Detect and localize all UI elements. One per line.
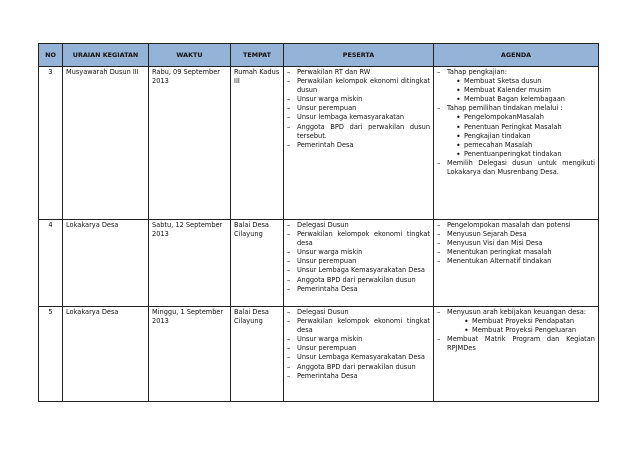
agenda-item [437,308,595,335]
agenda-item: – Membuat Matrik Program dan Kegiatan RPJMDes [437,335,595,353]
peserta-item: – Unsur Lembaga Kemasyarakatan Desa [287,266,430,275]
kegiatan-table [38,43,599,402]
header-peserta: PESERTA [284,44,434,67]
table-row [39,67,599,220]
row-kegiatan: Lokakarya Desa [63,220,149,307]
document-page [38,43,598,402]
agenda-subitem: • Membuat Bagan kelembagaan [455,95,595,104]
header-uraian: URAIAN KEGIATAN [63,44,149,67]
agenda-subitem: • Membuat Proyeksi Pendapatan [463,317,595,326]
row-peserta [284,67,434,220]
agenda-item: – Menentukan Alternatif tindakan [437,257,595,266]
agenda-subitem: • pemecahan Masalah [455,141,595,150]
peserta-item: – Unsur warga miskin [287,248,430,257]
agenda-heading: Menyusun arah kebijakan keuangan desa: [447,308,586,316]
agenda-item: – Menyusun Visi dan Misi Desa [437,239,595,248]
peserta-item: – Anggota BPD dari perwakilan dusun [287,276,430,285]
agenda-item [437,104,595,159]
agenda-subitem: • Pengkajian tindakan [455,132,595,141]
agenda-item: – Menyusun Sejarah Desa [437,230,595,239]
row-kegiatan: Lokakarya Desa [63,307,149,402]
row-waktu: Minggu, 1 September 2013 [149,307,231,402]
peserta-item: – Unsur lembaga kemasyarakatan [287,113,430,122]
row-peserta [284,307,434,402]
agenda-item [437,68,595,104]
row-kegiatan: Musyawarah Dusun III [63,67,149,220]
agenda-subitem: • Penentuan Peringkat Masalah [455,123,595,132]
agenda-subitem: • Membuat Proyeksi Pengeluaran [463,326,595,335]
header-tempat: TEMPAT [231,44,284,67]
agenda-item: – Pengelompokan masalah dan potensi [437,221,595,230]
header-waktu: WAKTU [149,44,231,67]
table-row [39,307,599,402]
row-agenda [434,220,599,307]
header-no: NO [39,44,63,67]
row-tempat: Balai Desa Cilayung [231,307,284,402]
peserta-item: – Delegasi Dusun [287,308,430,317]
agenda-subitem: • PengelompokanMasalah [455,113,595,122]
row-tempat: Balai Desa Cilayung [231,220,284,307]
peserta-item: – Anggota BPD dari perwakilan dusun tersebut. [287,123,430,141]
agenda-item: – Menentukan peringkat masalah [437,248,595,257]
row-agenda [434,67,599,220]
peserta-item: – Perwakilan kelompok ekonomi tingkat desa [287,317,430,335]
agenda-heading: Tahap pengkajian: [447,68,507,76]
header-agenda: AGENDA [434,44,599,67]
agenda-item: – Memilih Delegasi dusun untuk mengikuti Lokakarya dan Musrenbang Desa. [437,159,595,177]
peserta-item: – Unsur Lembaga Kemasyarakatan Desa [287,353,430,362]
row-waktu: Rabu, 09 September 2013 [149,67,231,220]
row-tempat: Rumah Kadus III [231,67,284,220]
row-waktu: Sabtu, 12 September 2013 [149,220,231,307]
peserta-item: – Unsur perempuan [287,104,430,113]
peserta-item: – Unsur warga miskin [287,95,430,104]
peserta-item: – Perwakilan RT dan RW [287,68,430,77]
table-header-row [39,44,599,67]
agenda-subitem: • Membuat Sketsa dusun [455,77,595,86]
peserta-item: – Unsur perempuan [287,344,430,353]
row-number: 5 [39,307,63,402]
agenda-subitem: • Membuat Kalender musim [455,86,595,95]
peserta-item: – Pemerintaha Desa [287,372,430,381]
peserta-item: – Unsur warga miskin [287,335,430,344]
row-agenda [434,307,599,402]
agenda-subitem: • Penentuanperingkat tindakan [455,150,595,159]
peserta-item: – Delegasi Dusun [287,221,430,230]
peserta-item: – Unsur perempuan [287,257,430,266]
peserta-item: – Anggota BPD dari perwakilan dusun [287,363,430,372]
peserta-item: – Pemerintaha Desa [287,285,430,294]
row-number: 3 [39,67,63,220]
peserta-item: – Pemerintah Desa [287,141,430,150]
row-peserta [284,220,434,307]
table-row [39,220,599,307]
agenda-heading: Tahap pemilihan tindakan melalui : [447,104,563,113]
peserta-item: – Perwakilan kelompok ekonomi tingkat desa [287,230,430,248]
row-number: 4 [39,220,63,307]
peserta-item: – Perwakilan kelompok ekonomi ditingkat dusun [287,77,430,95]
